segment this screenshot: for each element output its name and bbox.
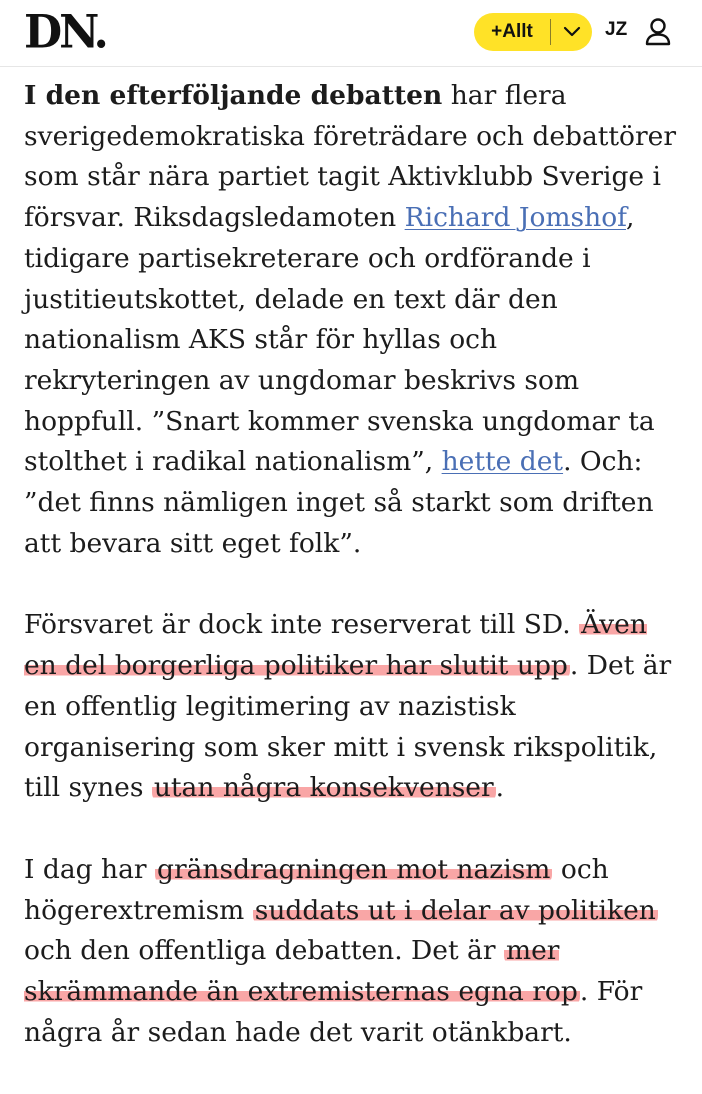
text-run: I dag har <box>24 853 155 885</box>
paragraph-lead: I den efterföljande debatten <box>24 80 443 111</box>
highlighted-text: mer skrämmande än extremisternas egna rop <box>24 935 578 1008</box>
account-initials[interactable]: JZ <box>605 19 628 40</box>
text-run: . För några år sedan hade det varit otänkbart. <box>24 976 643 1048</box>
highlighted-text: utan några konsekvenser <box>153 772 494 804</box>
allt-label[interactable]: +Allt <box>491 21 533 42</box>
text-run: , tidigare partisekreterare och ordförande i justitieutskottet, delade en text där den nationalism AKS står för hyllas och rekryteringen av ungdomar beskrivs som hoppfull. ”Snart kommer svenska ungdomar ta stolthet i radikal nationalism”, <box>24 202 655 478</box>
top-bar <box>0 0 702 67</box>
link-hette-det[interactable]: hette det <box>441 446 564 478</box>
text-run: Försvaret är dock inte reserverat till SD. <box>24 609 580 641</box>
text-run: . Och: ”det finns nämligen inget så starkt som driften att bevara sitt eget folk”. <box>24 446 654 559</box>
allt-menu-button[interactable] <box>474 13 592 51</box>
text-run: . <box>495 772 505 804</box>
dn-logo[interactable]: DN. <box>24 5 106 60</box>
article-body <box>24 76 686 1094</box>
paragraph-1 <box>24 76 686 564</box>
paragraph-3 <box>24 850 686 1054</box>
chevron-down-icon[interactable] <box>551 26 592 38</box>
paragraph-2 <box>24 605 686 809</box>
link-richard-jomshof[interactable]: Richard Jomshof <box>404 202 627 234</box>
highlighted-text: suddats ut i delar av politiken <box>254 894 656 926</box>
text-run: . Det är en offentlig legitimering av nazistisk organisering som sker mitt i svensk rikspolitik, till synes <box>24 650 672 804</box>
allt-divider <box>550 19 551 45</box>
text-run: och den offentliga debatten. Det är <box>24 935 504 967</box>
text-run: och högerextremism <box>24 853 609 926</box>
text-run: har flera sverigedemokratiska företrädare och debattörer som står nära partiet tagit Aktivklubb Sverige i försvar. Riksdagsledamoten <box>24 80 677 234</box>
highlighted-text: Även en del borgerliga politiker har slutit upp <box>24 609 647 682</box>
highlighted-text: gränsdragningen mot nazism <box>157 853 551 885</box>
user-icon[interactable] <box>644 17 672 47</box>
